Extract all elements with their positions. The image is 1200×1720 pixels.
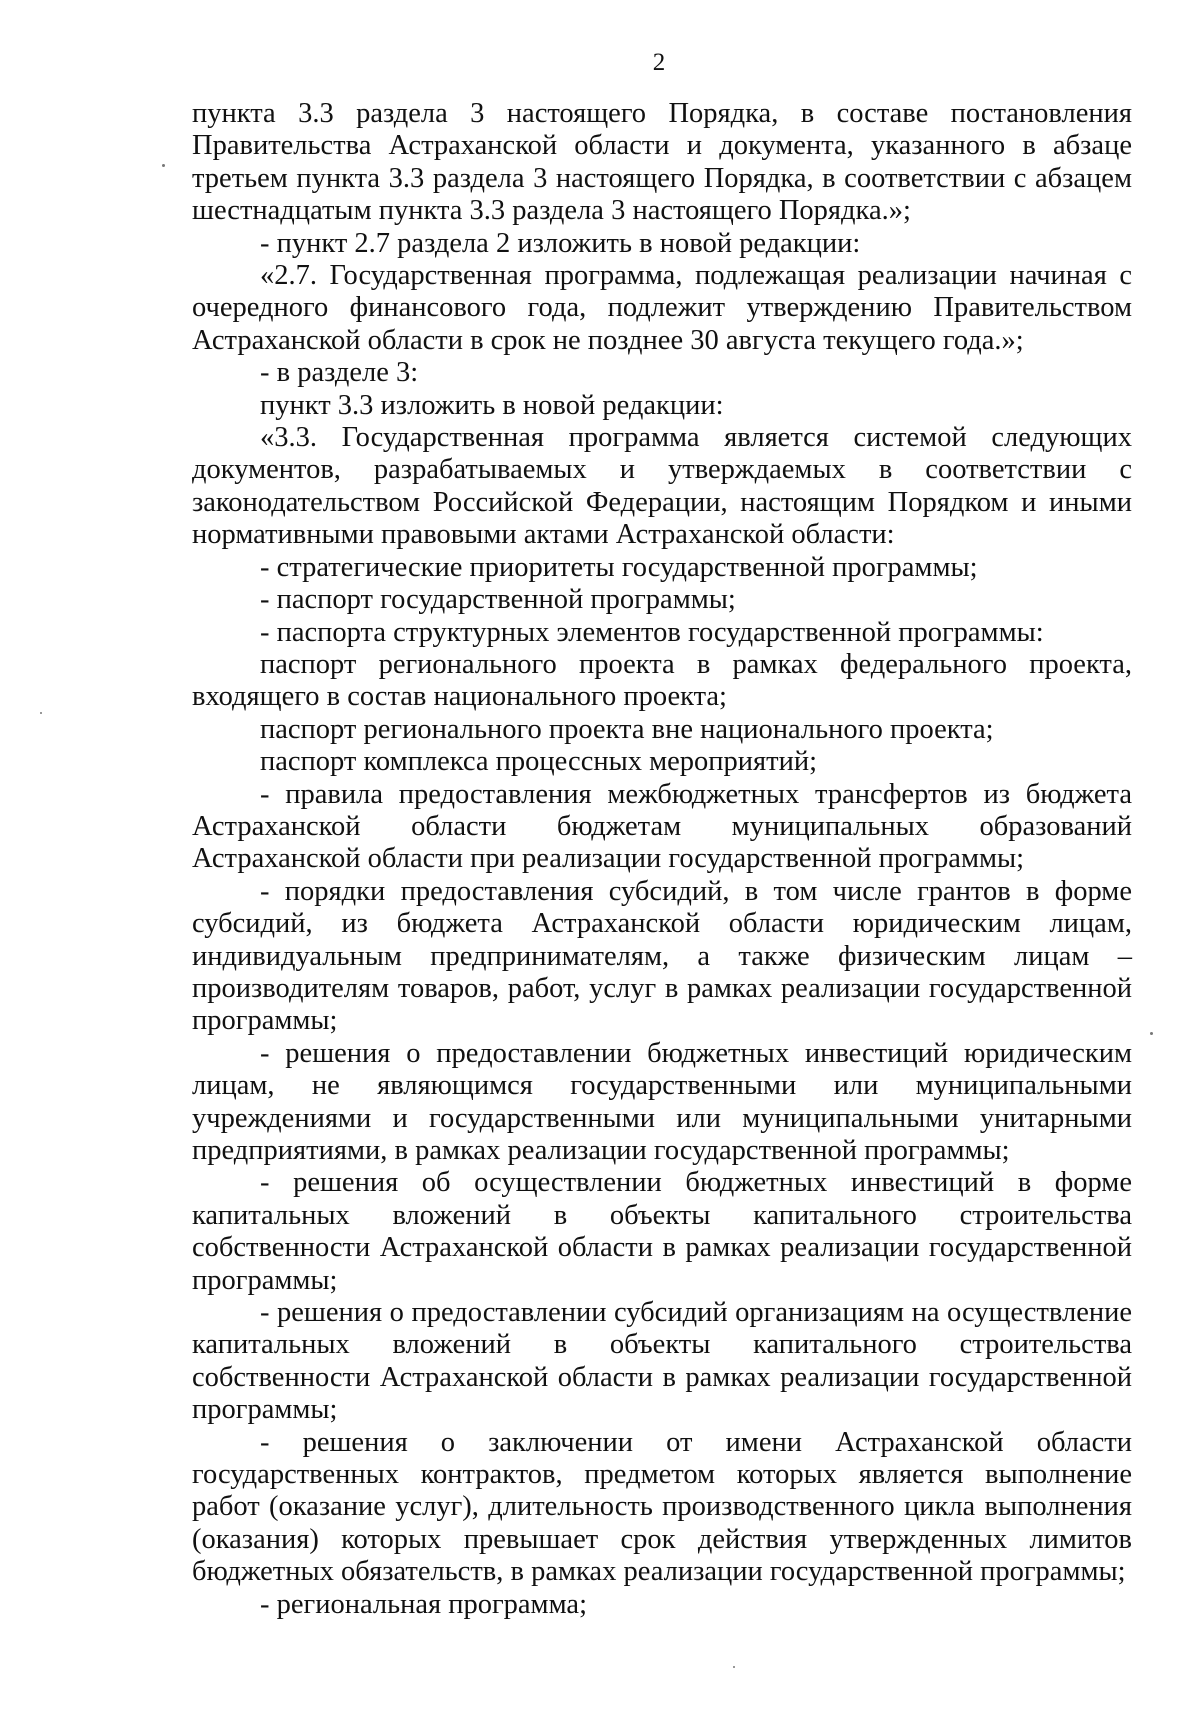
list-item: - решения о предоставлении бюджетных инвестиций юридическим лицам, не являющимся государственными или муниципальными учреждениями и государственными или муниципальными унитарными предприятиями, в рамках реализации государственной программы; [192, 1037, 1132, 1166]
list-item: - паспорта структурных элементов государственной программы: [260, 616, 1044, 648]
paragraph: - в разделе 3: [260, 357, 419, 389]
paragraph: «3.3. Государственная программа является системой следующих документов, разрабатываемых и утверждаемых в соответствии с законодательством Российской Федерации, настоящим Порядком и иными нормативными правовыми актами Астраханской области: [192, 422, 1132, 551]
scan-speck [1150, 1032, 1153, 1035]
scan-speck [162, 164, 165, 167]
list-item: - решения о предоставлении субсидий организациям на осуществление капитальных вложений в объекты капитального строительства собственности Астраханской области в рамках реализации государственной программы; [192, 1297, 1132, 1426]
paragraph: «2.7. Государственная программа, подлежащая реализации начиная с очередного финансового года, подлежит утверждению Правительством Астраханской области в срок не позднее 30 августа текущего года.»; [192, 260, 1132, 356]
document-body [192, 98, 1132, 1621]
paragraph: пункт 3.3 изложить в новой редакции: [260, 389, 724, 421]
list-item: - региональная программа; [260, 1588, 587, 1620]
paragraph: пункта 3.3 раздела 3 настоящего Порядка, в составе постановления Правительства Астраханской области и документа, указанного в абзаце третьем пункта 3.3 раздела 3 настоящего Порядка, в соответствии с абзацем шестнадцатым пункта 3.3 раздела 3 настоящего Порядка.»; [192, 98, 1132, 227]
list-item: - стратегические приоритеты государственной программы; [260, 551, 978, 583]
scan-speck [40, 712, 42, 714]
list-item: - правила предоставления межбюджетных трансфертов из бюджета Астраханской области бюджетам муниципальных образований Астраханской области при реализации государственной программы; [192, 778, 1132, 875]
paragraph: - пункт 2.7 раздела 2 изложить в новой редакции: [260, 227, 861, 259]
list-item: паспорт комплекса процессных мероприятий; [260, 746, 818, 778]
list-item: паспорт регионального проекта в рамках федерального проекта, входящего в состав национального проекта; [192, 648, 1132, 713]
scan-speck [733, 1666, 735, 1668]
list-item: - паспорт государственной программы; [260, 584, 736, 616]
list-item: - порядки предоставления субсидий, в том числе грантов в форме субсидий, из бюджета Астраханской области юридическим лицам, индивидуальным предпринимателям, а также физическим лицам – производителям товаров, работ, услуг в рамках реализации государственной программы; [192, 875, 1132, 1037]
page-number: 2 [652, 49, 666, 76]
list-item: - решения об осуществлении бюджетных инвестиций в форме капитальных вложений в объекты капитального строительства собственности Астраханской области в рамках реализации государственной программы; [192, 1167, 1132, 1296]
list-item: паспорт регионального проекта вне национального проекта; [260, 713, 994, 745]
list-item: - решения о заключении от имени Астраханской области государственных контрактов, предметом которых является выполнение работ (оказание услуг), длительность производственного цикла выполнения (оказания) которых превышает срок действия утвержденных лимитов бюджетных обязательств, в рамках реализации государственной программы; [192, 1426, 1132, 1588]
